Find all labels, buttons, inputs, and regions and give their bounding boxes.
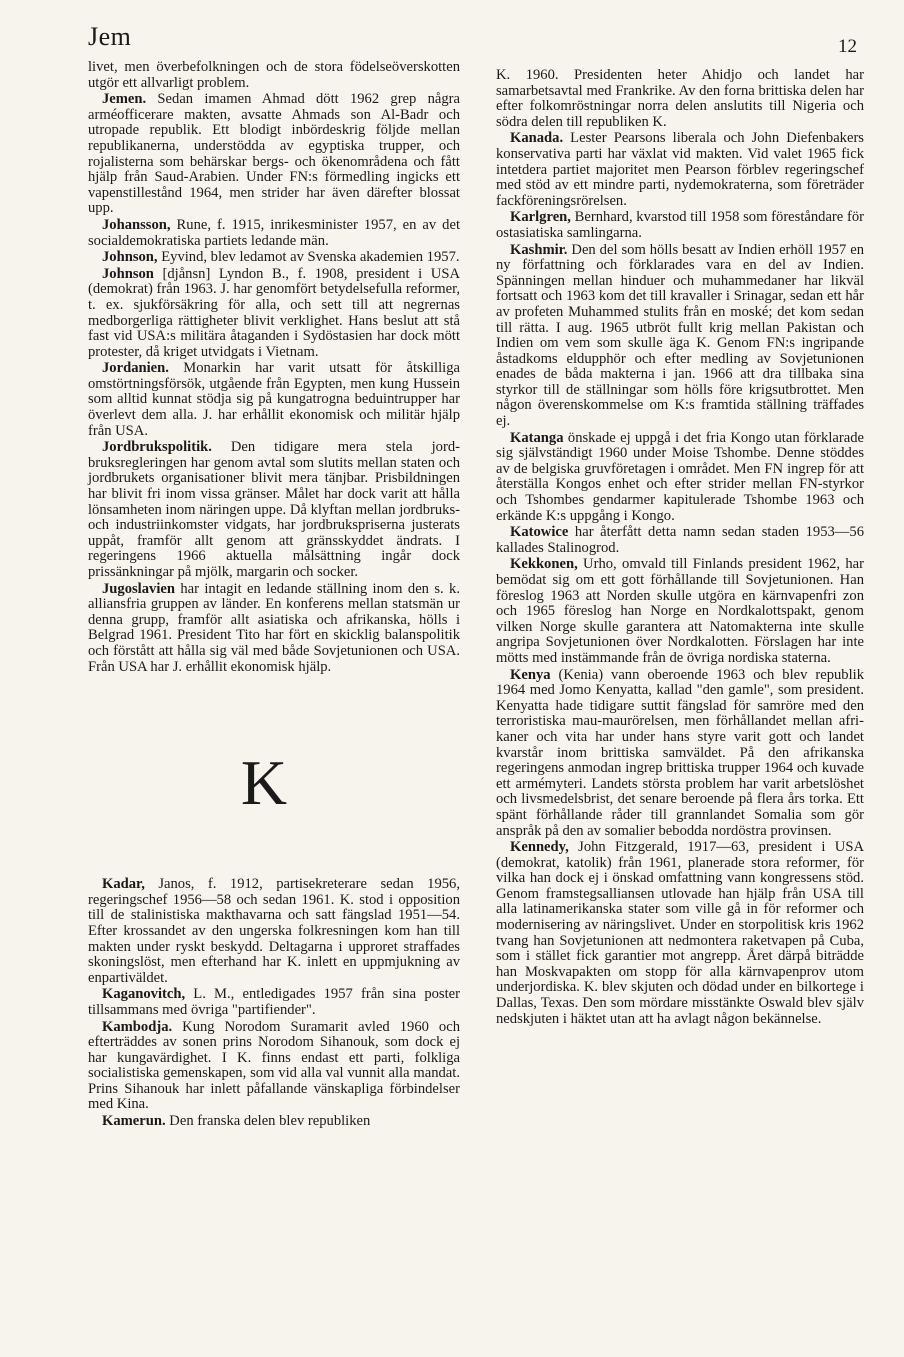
entry-headword: Johnson: [102, 265, 154, 282]
entry: [496, 557, 864, 666]
entry-headword: Kennedy,: [510, 839, 569, 856]
entry: [496, 131, 864, 209]
entry: [88, 361, 460, 439]
entry-text: K. 1960. Presidenten heter Ahidjo och landet har samarbetsavtal med Frankrike. Av den forna brittiska delen har efter folkomröstningar norra delen anslutits till Nigeria och södra delen till republiken K.: [496, 67, 864, 130]
entry-text: Eyvind, blev ledamot av Svenska akademien 1957.: [157, 249, 460, 266]
left-column: [88, 60, 460, 1131]
entry-headword: Kanada.: [510, 130, 564, 147]
left-entries-k: [88, 877, 460, 1130]
entry-text: Den del som hölls besatt av Indien erhöll 1957 en ny författning och förklarades vara en del av Indien. Spänningen mellan hinduer och muhammedaner har likväl fortsatt och 1963 kom det till kravaller i Srinagar, sedan ett hår av profeten Muhammed stulits från en moské; det kom sedan till rätta. I aug. 1965 utbröt fullt krig mellan Pakistan och Indien om vem som skulle äga K. Genom FN:s ingripande åstadkoms eldupphör och efter medling av Sovjetunionen enades de båda makterna i jan. 1966 att dra tillbaka sina styrkor till de ställningar som hölls före krigsutbrottet. Men någon överenskommelse om K:s framtida ställning träffades ej.: [496, 241, 864, 430]
entry-text: Sedan imamen Ahmad dött 1962 grep några arméofficerare makten, avsatte Ahmads son Al-Badr och utropade republik. Ett blodigt inbördeskrig följde mellan republikanerna, understödda av egyptiska trupper, och rojalisterna som behärskar bergs- och ökenområdena och fått hjälp från Saud-Arabien. Under FN:s förmedling ingicks ett vapenstillestånd 1964, men strider har även därefter blossat upp.: [88, 91, 460, 217]
entry: [496, 243, 864, 430]
entry: [88, 1020, 460, 1114]
entry-text: livet, men överbefolkningen och de stora födelseöverskotten utgör ett allvarligt problem.: [88, 59, 460, 91]
entry: [496, 840, 864, 1027]
page-number: 12: [838, 36, 857, 57]
entry-headword: Kekkonen,: [510, 556, 578, 573]
entry-text: John Fitzgerald, 1917—63, president i USA (demokrat, katolik) från 1961, planerade stora reformer, för vilka han dock ej i önskad omfattning vann kongressens stöd. Genom framstegsalliansen utlovade han hjälp från USA till alla latinamerikanska stater som ville gå in för reformer och modernisering av näringslivet. Under en storpolitisk kris 1962 tvang han Sovjetunionen att nedmontera raketvapen på Cuba, som i stället fick garantier mot angrepp. Året därpå biträdde han Moskvapakten om stopp för alla kärnvapenprov utom underjordiska. K. blev skjuten och dödad under en bilkortege i Dallas, Texas. Den som mördare misstänkte Oswald blev själv nedskjuten i häktet utan att ha avlagt någon bekännelse.: [496, 839, 864, 1027]
entry: [88, 60, 460, 91]
entry-headword: Johnson,: [102, 249, 158, 266]
entry: [88, 987, 460, 1018]
section-letter: K: [240, 747, 288, 819]
entry-text: har intagit en ledande ställning inom den s. k. alliansfria gruppen av länder. En konferens mellan statsmän ur denna grupp, framför allt asiatiska och afrikanska, hölls i Belgrad 1961. President Tito har fört en skicklig balanspolitik och förstått att hålla sig väl med både Sovjetunionen och USA. Från USA har J. erhållit ekonomisk hjälp.: [88, 580, 460, 675]
entry-headword: Jemen.: [102, 91, 147, 108]
entry-headword: Kambodja.: [102, 1018, 173, 1035]
entry-text: Kung Norodom Suramarit avled 1960 och efterträddes av sonen prins Norodom Sihanouk, som dock ej har kungavärdighet. I K. finns endast ett parti, folkliga socialistiska gemenskapen, som vid alla val vunnit alla mandat. Prins Sihanouk har inlett påfallande vänskapliga förbindelser med Kina.: [88, 1018, 460, 1113]
entry-text: Lester Pearsons liberala och John Diefenbakers konservativa parti har växlat vid makten. Vid valet 1965 fick intetdera partiet majoritet men Pearson förblev regeringschef med stöd av ett mindre parti, nydemokraterna, som företräder fackföreningsrörelsen.: [496, 130, 864, 209]
entry: [88, 250, 460, 266]
entry: [496, 525, 864, 556]
entry: [88, 440, 460, 580]
entry: [496, 68, 864, 130]
entry: [496, 431, 864, 525]
entry-text: Janos, f. 1912, partisekreterare sedan 1956, regeringschef 1956—58 och sedan 1961. K. stod i opposition till de stalinistiska makthavarna och satt fängslad 1951—54. Efter krossandet av den ungerska folkresningen kom han till makten under ryskt beskydd. Deltagarna i upproret straffades skoningslöst, men efterhand har K. inlett en uppmjukning av enpartiväldet.: [88, 876, 460, 986]
right-column: [496, 68, 864, 1028]
running-head: Jem: [88, 22, 132, 51]
entry-text: L. M., entledigades 1957 från sina poster tillsammans med övriga "partifiender".: [88, 986, 460, 1018]
entry-text: Monarkin har varit utsatt för åtskilliga omstörtningsförsök, utgående från Egypten, men kung Hussein som alltid kunnat stödja sig på kungatrogna beduintrupper har överlevt dem alla. J. har erhållit ekonomisk och militär hjälp från USA.: [88, 360, 460, 439]
entry: [88, 877, 460, 986]
entry-text: Den franska delen blev republiken: [165, 1113, 371, 1130]
entry-text: Rune, f. 1915, inrikesminister 1957, en av det socialdemokratiska partiets ledande män.: [88, 216, 460, 249]
entry-headword: Katowice: [510, 524, 569, 541]
entry-headword: Katanga: [510, 429, 564, 446]
entry-text: (Kenia) vann oberoende 1963 och blev republik 1964 med Jomo Kenyatta, kallad "den gamle", som president. Kenyatta hade tidigare suttit fängslad för samröre med den terroristiska mau-maurörelsen, men förhållandet mellan afrikaner och vita har under hans styre varit gott och landet kvarstår inom brittiska samväldet. På den afrikanska regeringens anmodan ingrep brittiska trupper 1964 och kuvade ett armémyteri. Landets största problem har varit arbetslöshet och livsmedelsbrist, det senare beroende på flera års torka. Ett spänt förhållande råder till grannlandet Somalia som gör anspråk på den av somalier bebodda nordöstra provinsen.: [496, 666, 864, 839]
entry-headword: Kadar,: [102, 876, 145, 893]
entry-text: Bernhard, kvarstod till 1958 som föreståndare för ostasiatiska samlingarna.: [496, 209, 864, 241]
entry-headword: Kashmir.: [510, 241, 568, 258]
entry: [88, 218, 460, 249]
right-entries: [496, 68, 864, 1027]
entry-headword: Jugoslavien: [102, 580, 175, 597]
entry: [88, 267, 460, 361]
entry-headword: Kamerun.: [102, 1113, 166, 1130]
entry: [88, 1114, 460, 1130]
entry-text: har återfått detta namn sedan staden 1953—56 kallades Stalinogrod.: [496, 524, 864, 556]
entry-headword: Kaganovitch,: [102, 986, 186, 1003]
entry-headword: Kenya: [510, 666, 551, 683]
entry-text: Den tidigare mera stela jordbruksregleringen har genom avtal som slutits mellan staten och jordbrukets organisationer blivit mera tänjbar. Prisbildningen har blivit fri inom vissa gränser. Målet har dock varit att hålla lönsamheten inom näringen uppe. Då klyftan mellan jordbruks- och industriinkomster vidgats, har jordbrukspriserna justerats uppåt, framför allt genom att gränsskyddet ändrats. I regeringens 1966 aktuella målsättning ingår dock prissänkningar på mjölk, margarin och socker.: [88, 439, 460, 580]
entry: [496, 210, 864, 241]
entry-headword: Johansson,: [102, 216, 171, 233]
entry-headword: Karlgren,: [510, 209, 571, 226]
entry: [88, 582, 460, 676]
left-entries-j: [88, 60, 460, 675]
entry-text: önskade ej uppgå i det fria Kongo utan förklarade sig självständigt 1960 under Moise Tshombe. Denne stöddes av de belgiska gruvföretagen i området. Men FN ingrep för att återställa Kongos enhet och efter strider mellan FN-styrkor och Tshombes gendarmer kapitulerade Tshombe 1963 och erkände K:s uppgång i Kongo.: [496, 429, 864, 524]
entry-text: Urho, omvald till Finlands president 1962, har bemödat sig om ett gott förhållande till Sovjetunionen. Han föreslog 1963 att Norden skulle utgöra en kärnvapenfri zon och 1965 föreslog han Norge en Nordkalottspakt, genom vilken Norge skulle garantera att Natomakterna inte skulle angripa Sovjetunionen över Nordkalotten. Förslagen har inte mötts med instämmande från de övriga nordiska staterna.: [496, 556, 864, 666]
entry-headword: Jordbrukspolitik.: [102, 439, 212, 456]
entry-text: [djånsn] Lyndon B., f. 1908, president i USA (demokrat) från 1963. J. har genomfört betydelsefulla reformer, t. ex. sjukförsäkring för alla, och sett till att negrernas medborgerliga rättigheter blivit verklighet. Hans beslut att stå fast vid USA:s militära åtaganden i Sydöstasien har dock mött protester, då kriget utvidgats i Vietnam.: [88, 265, 460, 360]
entry: [496, 668, 864, 840]
entry: [88, 92, 460, 217]
entry-headword: Jordanien.: [102, 360, 169, 377]
